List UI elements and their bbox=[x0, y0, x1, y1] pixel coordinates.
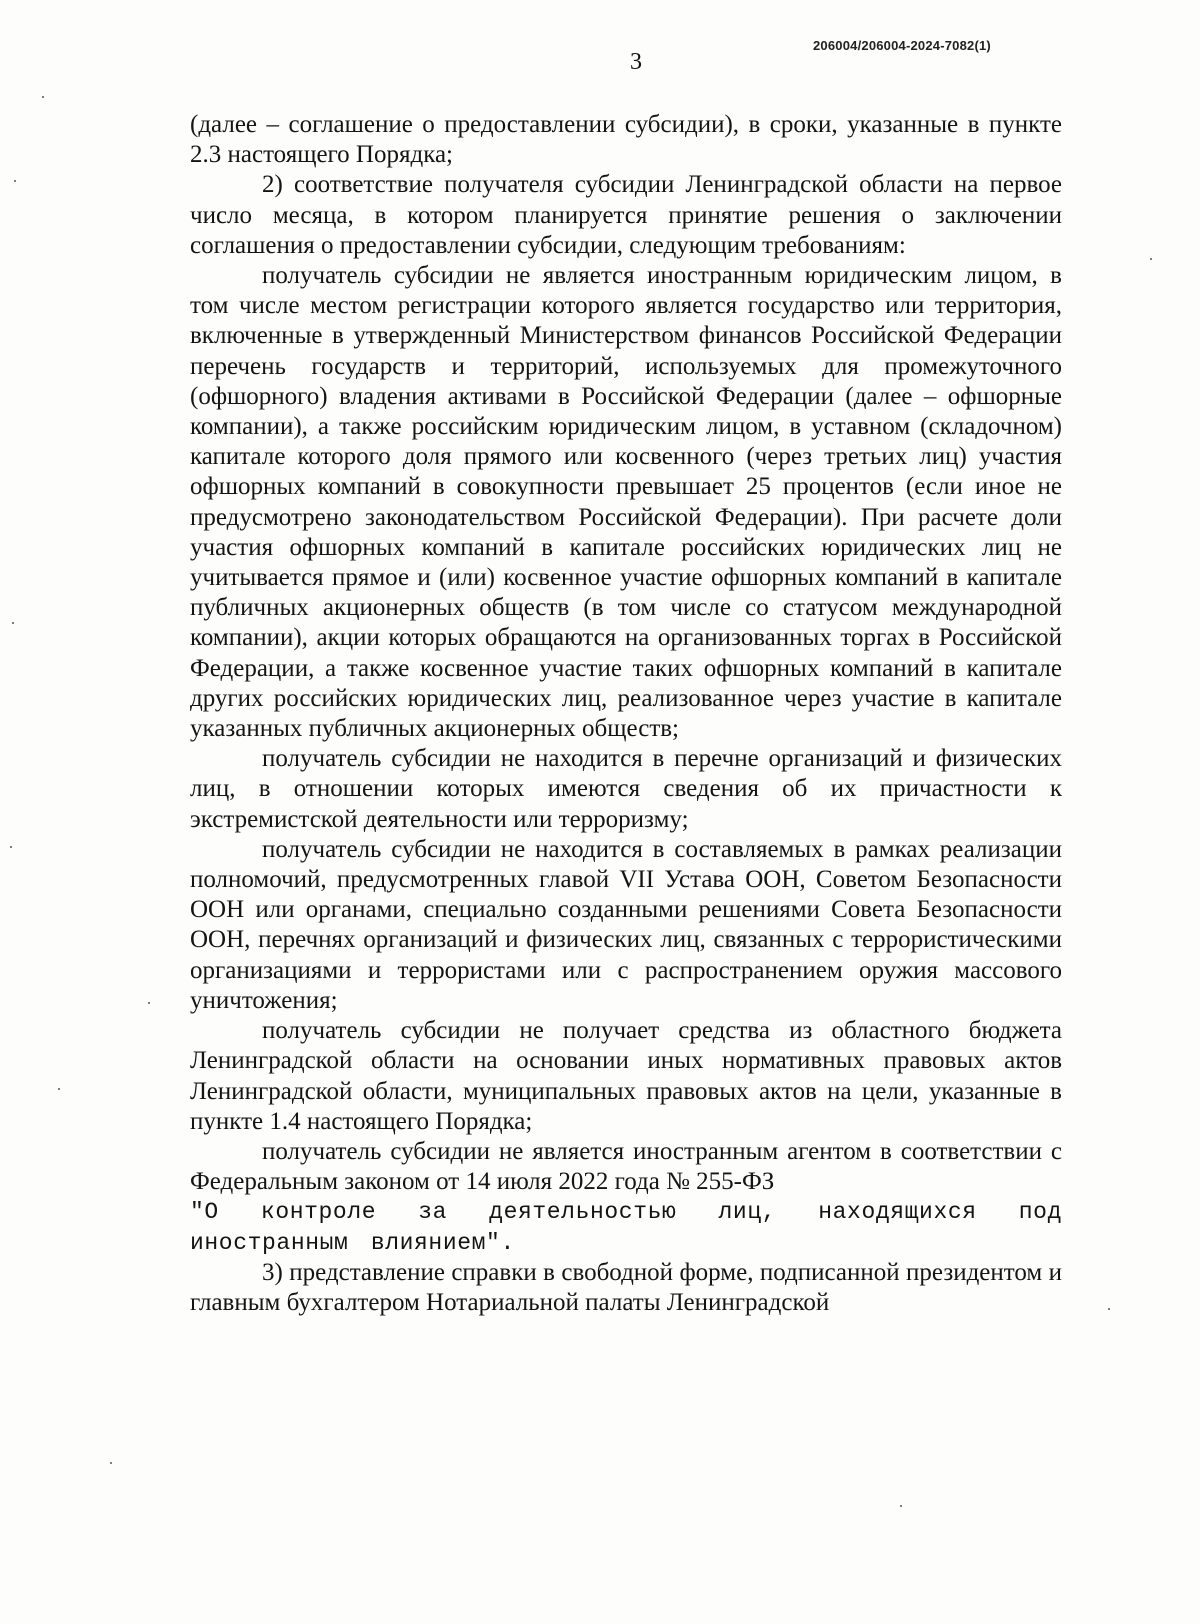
paragraph-continuation: (далее – соглашение о предоставлении субсидии), в сроки, указанные в пункте 2.3 настоящего Порядка; bbox=[190, 111, 1062, 169]
scan-speck bbox=[148, 1002, 150, 1004]
scan-speck bbox=[1108, 1308, 1110, 1310]
scan-speck bbox=[900, 1505, 902, 1507]
scan-speck bbox=[14, 180, 16, 182]
paragraph-item-2: 2) соответствие получателя субсидии Ленинградской области на первое число месяца, в котором планируется принятие решения о заключении соглашения о предоставлении субсидии, следующим требованиям: bbox=[190, 171, 1062, 259]
scan-speck bbox=[42, 96, 44, 98]
page-number: 3 bbox=[630, 49, 642, 75]
scan-speck bbox=[12, 622, 14, 624]
document-registration-number: 206004/206004-2024-7082(1) bbox=[813, 38, 991, 53]
scan-speck bbox=[110, 1462, 112, 1464]
paragraph-item-3: 3) представление справки в свободной форме, подписанной президентом и главным бухгалтером Нотариальной палаты Ленинградской bbox=[190, 1258, 1062, 1316]
paragraph-requirement-offshore: получатель субсидии не является иностранным юридическим лицом, в том числе местом регистрации которого является государство или территория, включенные в утвержденный Министерством финансов Российской Федерации перечень государств и территорий, используемых для промежуточного (офшорного) владения активами в Российской Федерации (далее – офшорные компании), а также российским юридическим лицом, в уставном (складочном) капитале которого доля прямого или косвенного (через третьих лиц) участия офшорных компаний в совокупности превышает 25 процентов (если иное не предусмотрено законодательством Российской Федерации). При расчете доли участия офшорных компаний в капитале российских юридических лиц не учитывается прямое и (или) косвенное участие офшорных компаний в капитале публичных акционерных обществ (в том числе со статусом международной компании), акции которых обращаются на организованных торгах в Российской Федерации, а также косвенное участие таких офшорных компаний в капитале других российских юридических лиц, реализованное через участие в капитале указанных публичных акционерных обществ; bbox=[190, 262, 1062, 743]
paragraph-law-title: "О контроле за деятельностью лиц, находящихся под иностранным влиянием". bbox=[190, 1199, 1062, 1256]
paragraph-requirement-extremism: получатель субсидии не находится в перечне организаций и физических лиц, в отношении которых имеются сведения об их причастности к экстремистской деятельности или терроризму; bbox=[190, 745, 1062, 833]
document-body bbox=[190, 110, 1062, 1318]
scan-speck bbox=[10, 846, 12, 848]
paragraph-requirement-other-funds: получатель субсидии не получает средства из областного бюджета Ленинградской области на основании иных нормативных правовых актов Ленинградской области, муниципальных правовых актов на цели, указанные в пункте 1.4 настоящего Порядка; bbox=[190, 1017, 1062, 1135]
scan-speck bbox=[58, 1088, 60, 1090]
paragraph-requirement-foreign-agent: получатель субсидии не является иностранным агентом в соответствии с Федеральным законом от 14 июля 2022 года № 255-ФЗ bbox=[190, 1137, 1062, 1196]
paragraph-requirement-un-lists: получатель субсидии не находится в составляемых в рамках реализации полномочий, предусмотренных главой VII Устава ООН, Советом Безопасности ООН или органами, специально созданными решениями Совета Безопасности ООН, перечнях организаций и физических лиц, связанных с террористическими организациями и террористами или с распространением оружия массового уничтожения; bbox=[190, 835, 1062, 1014]
scan-speck bbox=[1150, 258, 1152, 260]
